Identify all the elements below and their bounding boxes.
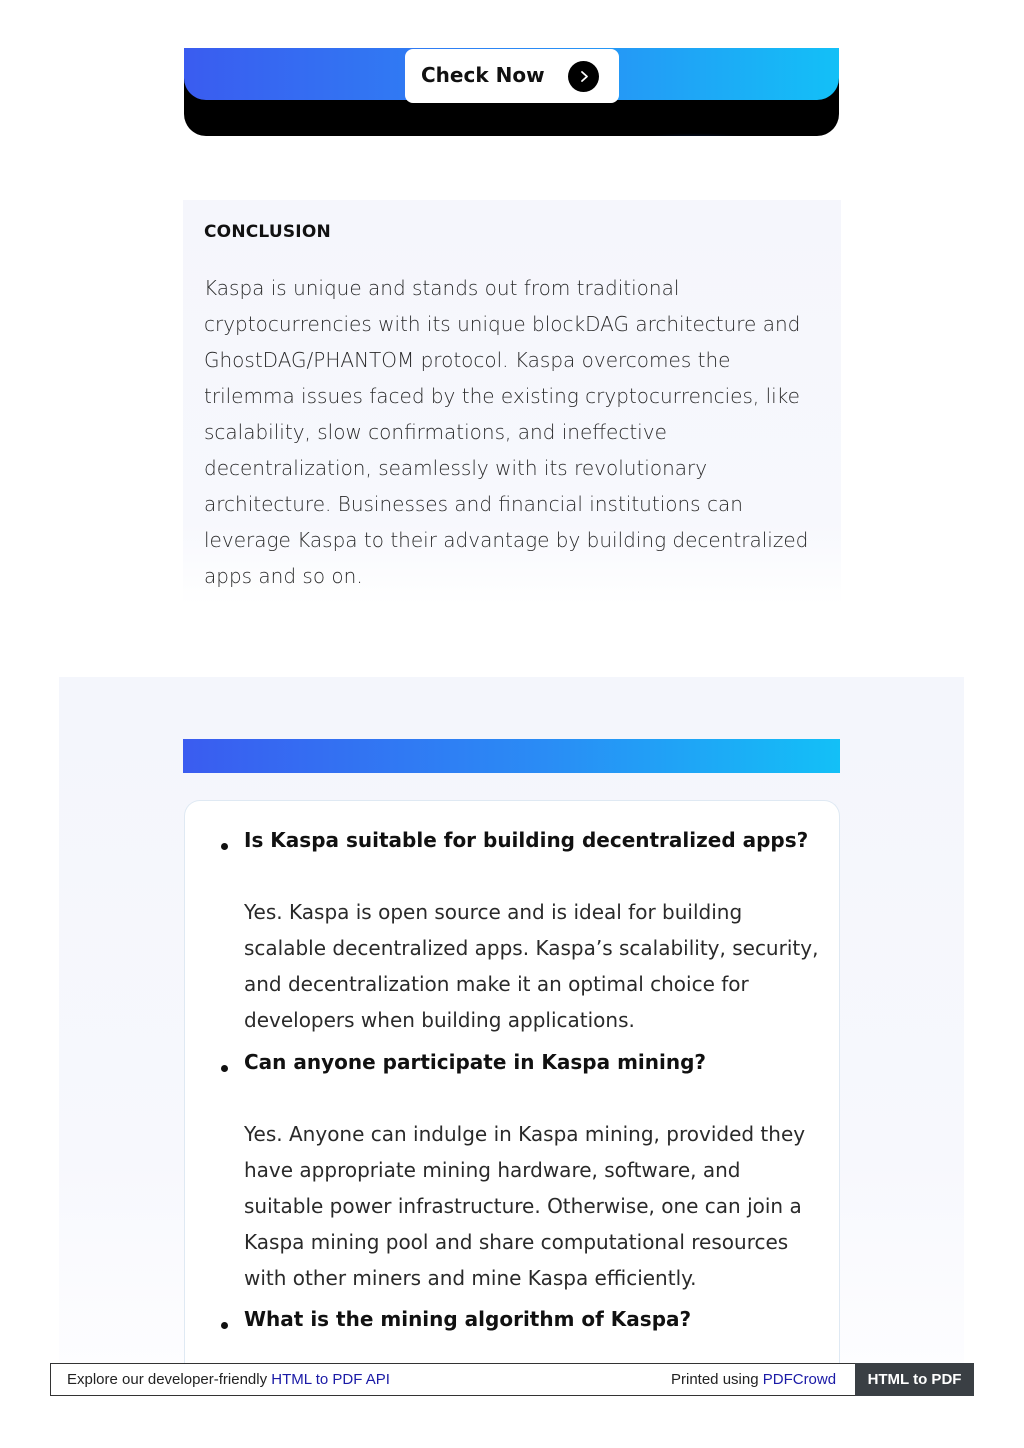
footer-left-text: Explore our developer-friendly: [67, 1371, 272, 1388]
footer-left: [67, 1371, 390, 1388]
faq-header-bar: [183, 739, 840, 773]
bullet-icon: [221, 1322, 228, 1329]
footer-right-text: Printed using: [671, 1371, 763, 1388]
check-now-button[interactable]: [405, 49, 619, 103]
conclusion-body: Kaspa is unique and stands out from traditional cryptocurrencies with its unique blockDAG architecture and GhostDAG/PHANTOM protocol. Kaspa overcomes the trilemma issues faced by the existing cryptocurrencies, like scalability, slow confirmations, and ineffective decentralization, seamlessly with its revolutionary architecture. Businesses and financial institutions can leverage Kaspa to their advantage by building decentralized apps and so on.: [204, 276, 809, 588]
faq-question: Can anyone participate in Kaspa mining?: [244, 1050, 707, 1074]
footer-right: [671, 1371, 836, 1388]
check-now-label: Check Now: [421, 63, 545, 87]
pdf-footer-bar: [50, 1363, 974, 1396]
cta-glow: [594, 133, 794, 136]
faq-section: [59, 677, 964, 1367]
bullet-icon: [221, 843, 228, 850]
html-to-pdf-badge[interactable]: HTML to PDF: [855, 1363, 974, 1396]
faq-answer: Yes. Kaspa is open source and is ideal for building scalable decentralized apps. Kaspa’s scalability, security, and decentralization make it an optimal choice for developers when building applications.: [244, 900, 819, 1032]
faq-card: [184, 800, 840, 1380]
bullet-icon: [221, 1065, 228, 1072]
conclusion-section: [183, 200, 841, 605]
chevron-right-icon: [568, 61, 599, 92]
faq-question: What is the mining algorithm of Kaspa?: [244, 1307, 692, 1331]
conclusion-heading: CONCLUSION: [204, 222, 331, 242]
faq-question: Is Kaspa suitable for building decentralized apps?: [244, 828, 809, 852]
faq-answer: Yes. Anyone can indulge in Kaspa mining, provided they have appropriate mining hardware, software, and suitable power infrastructure. Otherwise, one can join a Kaspa mining pool and share computational resources with other miners and mine Kaspa efficiently.: [244, 1122, 806, 1290]
html-to-pdf-api-link[interactable]: HTML to PDF API: [271, 1371, 390, 1388]
pdfcrowd-link[interactable]: PDFCrowd: [762, 1371, 837, 1388]
